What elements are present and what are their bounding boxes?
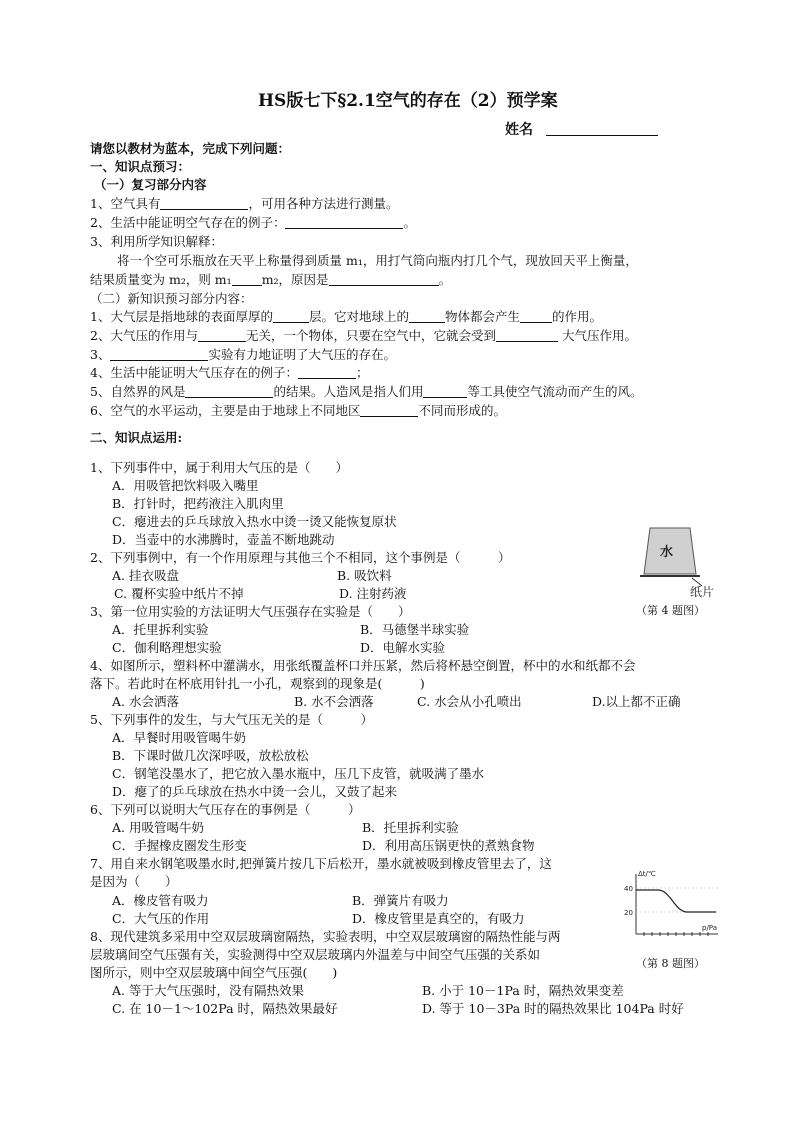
q4-stem-line2: 落下。若此时在杯底用针扎一小孔，观察到的现象是( ) — [90, 676, 425, 691]
q2-option-b[interactable]: B. 吸饮料 — [337, 568, 392, 583]
q2-option-c[interactable]: C. 覆杯实验中纸片不掉 — [114, 586, 244, 601]
q7-option-c[interactable]: C．大气压的作用 — [112, 911, 210, 926]
answer-blank[interactable] — [360, 404, 418, 417]
review-heading: （一）复习部分内容 — [94, 177, 207, 192]
new-q4: 4、生活中能证明大气压存在的例子： ； — [90, 365, 369, 380]
q7-option-a[interactable]: A．橡皮管有吸力 — [112, 893, 209, 908]
q1-option-b[interactable]: B．打针时，把药液注入肌肉里 — [112, 496, 284, 511]
q1-stem: 1、下列事件中，属于利用大气压的是（ ） — [90, 460, 348, 475]
new-heading: （二）新知识预习部分内容： — [90, 291, 253, 306]
cup-figure — [630, 522, 720, 602]
new-q2: 2、大气压的作用与 无关，一个物体，只要在空气中，它就会受到 大气压作用。 — [90, 328, 637, 343]
water-label: 水 — [660, 545, 674, 560]
q6-option-a[interactable]: A. 用吸管喝牛奶 — [112, 820, 204, 835]
q4-option-b[interactable]: B. 水不会洒落 — [294, 694, 374, 709]
review-q1: 1、空气具有 ，可用各种方法进行测量。 — [90, 196, 399, 211]
y-axis-label: Δt/℃ — [638, 870, 656, 878]
q5-option-a[interactable]: A．早餐时用吸管喝牛奶 — [112, 730, 247, 745]
q5-option-b[interactable]: B．下课时做几次深呼吸，放松放松 — [112, 748, 309, 763]
q1-option-d[interactable]: D．当壶中的水沸腾时，壶盖不断地跳动 — [112, 532, 335, 547]
answer-blank[interactable] — [285, 216, 403, 229]
q6-option-b[interactable]: B．托里拆利实验 — [362, 820, 459, 835]
pressure-graph — [622, 868, 722, 946]
answer-blank[interactable] — [329, 273, 439, 286]
answer-blank[interactable] — [273, 310, 309, 323]
q8-option-d[interactable]: D. 等于 10－3Pa 时的隔热效果比 104Pa 时好 — [422, 1001, 684, 1016]
q4-option-a[interactable]: A. 水会洒落 — [112, 694, 179, 709]
answer-blank[interactable] — [198, 329, 246, 342]
q7-stem-line1: 7、用自来水钢笔吸墨水时,把弹簧片按几下后松开，墨水就被吸到橡皮管里去了，这 — [90, 856, 552, 871]
answer-blank[interactable] — [520, 310, 552, 323]
answer-blank[interactable] — [496, 329, 558, 342]
x-axis-label: p/Pa — [702, 924, 717, 932]
answer-blank[interactable] — [298, 366, 356, 379]
new-q1: 1、大气层是指地球的表面厚厚的 层。它对地球上的 物体都会产生 的作用。 — [90, 309, 603, 324]
q6-stem: 6、下列可以说明大气压存在的事例是（ ） — [90, 802, 361, 817]
q2-option-a[interactable]: A. 挂衣吸盘 — [112, 568, 179, 583]
review-q2: 2、生活中能证明空气存在的例子： 。 — [90, 215, 416, 230]
part2-heading: 二、知识点运用: — [90, 430, 183, 445]
q8-option-c[interactable]: C. 在 10－1～102Pa 时，隔热效果最好 — [112, 1001, 338, 1016]
q4-option-d[interactable]: D.以上都不正确 — [592, 694, 681, 709]
part1-heading: 一、知识点预习： — [90, 159, 191, 174]
answer-blank[interactable] — [232, 273, 262, 286]
q7-stem-line2: 是因为（ ） — [90, 874, 178, 889]
q3-option-b[interactable]: B．马德堡半球实验 — [360, 622, 470, 637]
name-field[interactable] — [505, 119, 658, 139]
q8-stem-line3: 图所示，则中空双层玻璃中间空气压强( ) — [90, 965, 338, 980]
q1-option-a[interactable]: A．用吸管把饮料吸入嘴里 — [112, 478, 259, 493]
q8-stem-line1: 8、现代建筑多采用中空双层玻璃窗隔热，实验表明，中空双层玻璃窗的隔热性能与两 — [90, 929, 561, 944]
q6-option-c[interactable]: C．手握橡皮圈发生形变 — [112, 838, 247, 853]
q8-option-a[interactable]: A. 等于大气压强时，没有隔热效果 — [112, 983, 304, 998]
name-blank[interactable] — [546, 123, 658, 136]
q7-option-b[interactable]: B．弹簧片有吸力 — [352, 893, 449, 908]
q6-option-d[interactable]: D．利用高压锅更快的煮熟食物 — [362, 838, 535, 853]
instruction: 请您以教材为蓝本，完成下列问题： — [90, 141, 291, 156]
new-q5: 5、自然界的风是 的结果。人造风是指人们用 等工具使空气流动而产生的风。 — [90, 384, 643, 399]
page-title: HS版七下§2.1空气的存在（2）预学案 — [258, 91, 558, 111]
q7-option-d[interactable]: D．橡皮管里是真空的，有吸力 — [352, 911, 525, 926]
q3-stem: 3、第一位用实验的方法证明大气压强存在实验是（ ） — [90, 604, 411, 619]
q4-stem-line1: 4、如图所示，塑料杯中灌满水，用张纸覆盖杯口并压紧，然后将杯悬空倒置，杯中的水和纸都不会 — [90, 658, 636, 673]
y-tick-40: 40 — [624, 885, 633, 893]
q8-option-b[interactable]: B. 小于 10－1Pa 时，隔热效果变差 — [422, 983, 624, 998]
q8-stem-line2: 层玻璃间空气压强有关，实验测得中空双层玻璃内外温差与中间空气压强的关系如 — [90, 947, 541, 962]
answer-blank[interactable] — [160, 197, 248, 210]
q2-option-d[interactable]: D. 注射药液 — [339, 586, 407, 601]
q2-stem: 2、下列事例中，有一个作用原理与其他三个不相同，这个事例是（ ） — [90, 550, 511, 565]
answer-blank[interactable] — [423, 385, 467, 398]
review-q3-line1: 将一个空可乐瓶放在天平上称量得到质量 m₁，用打气筒向瓶内打几个气，现放回天平上衡量， — [117, 253, 638, 268]
review-q3-line2: 结果质量变为 m₂，则 m₁ m₂，原因是 。 — [90, 272, 452, 287]
curve — [636, 890, 716, 912]
new-q3: 3、 实验有力地证明了大气压的存在。 — [90, 347, 396, 362]
figure-4-caption: （第 4 题图） — [636, 604, 705, 617]
q3-option-a[interactable]: A．托里拆利实验 — [112, 622, 209, 637]
answer-blank[interactable] — [409, 310, 445, 323]
q5-option-d[interactable]: D．瘪了的乒乓球放在热水中烫一会儿，又鼓了起来 — [112, 784, 398, 799]
q3-option-d[interactable]: D．电解水实验 — [360, 640, 446, 655]
name-label: 姓名 — [505, 122, 533, 138]
y-tick-20: 20 — [624, 909, 633, 917]
q5-option-c[interactable]: C．钢笔没墨水了，把它放入墨水瓶中，压几下皮管，就吸满了墨水 — [112, 766, 485, 781]
q3-option-c[interactable]: C．伽利略理想实验 — [112, 640, 222, 655]
answer-blank[interactable] — [110, 348, 208, 361]
figure-8-caption: （第 8 题图） — [636, 957, 705, 970]
new-q6: 6、空气的水平运动，主要是由于地球上不同地区 不同而形成的。 — [90, 403, 506, 418]
q4-option-c[interactable]: C. 水会从小孔喷出 — [417, 694, 522, 709]
q5-stem: 5、下列事件的发生，与大气压无关的是（ ） — [90, 712, 373, 727]
q1-option-c[interactable]: C．瘪进去的乒乓球放入热水中烫一烫又能恢复原状 — [112, 514, 397, 529]
paper-label: 纸片 — [690, 585, 715, 599]
review-q3: 3、利用所学知识解释： — [90, 234, 223, 249]
answer-blank[interactable] — [185, 385, 273, 398]
